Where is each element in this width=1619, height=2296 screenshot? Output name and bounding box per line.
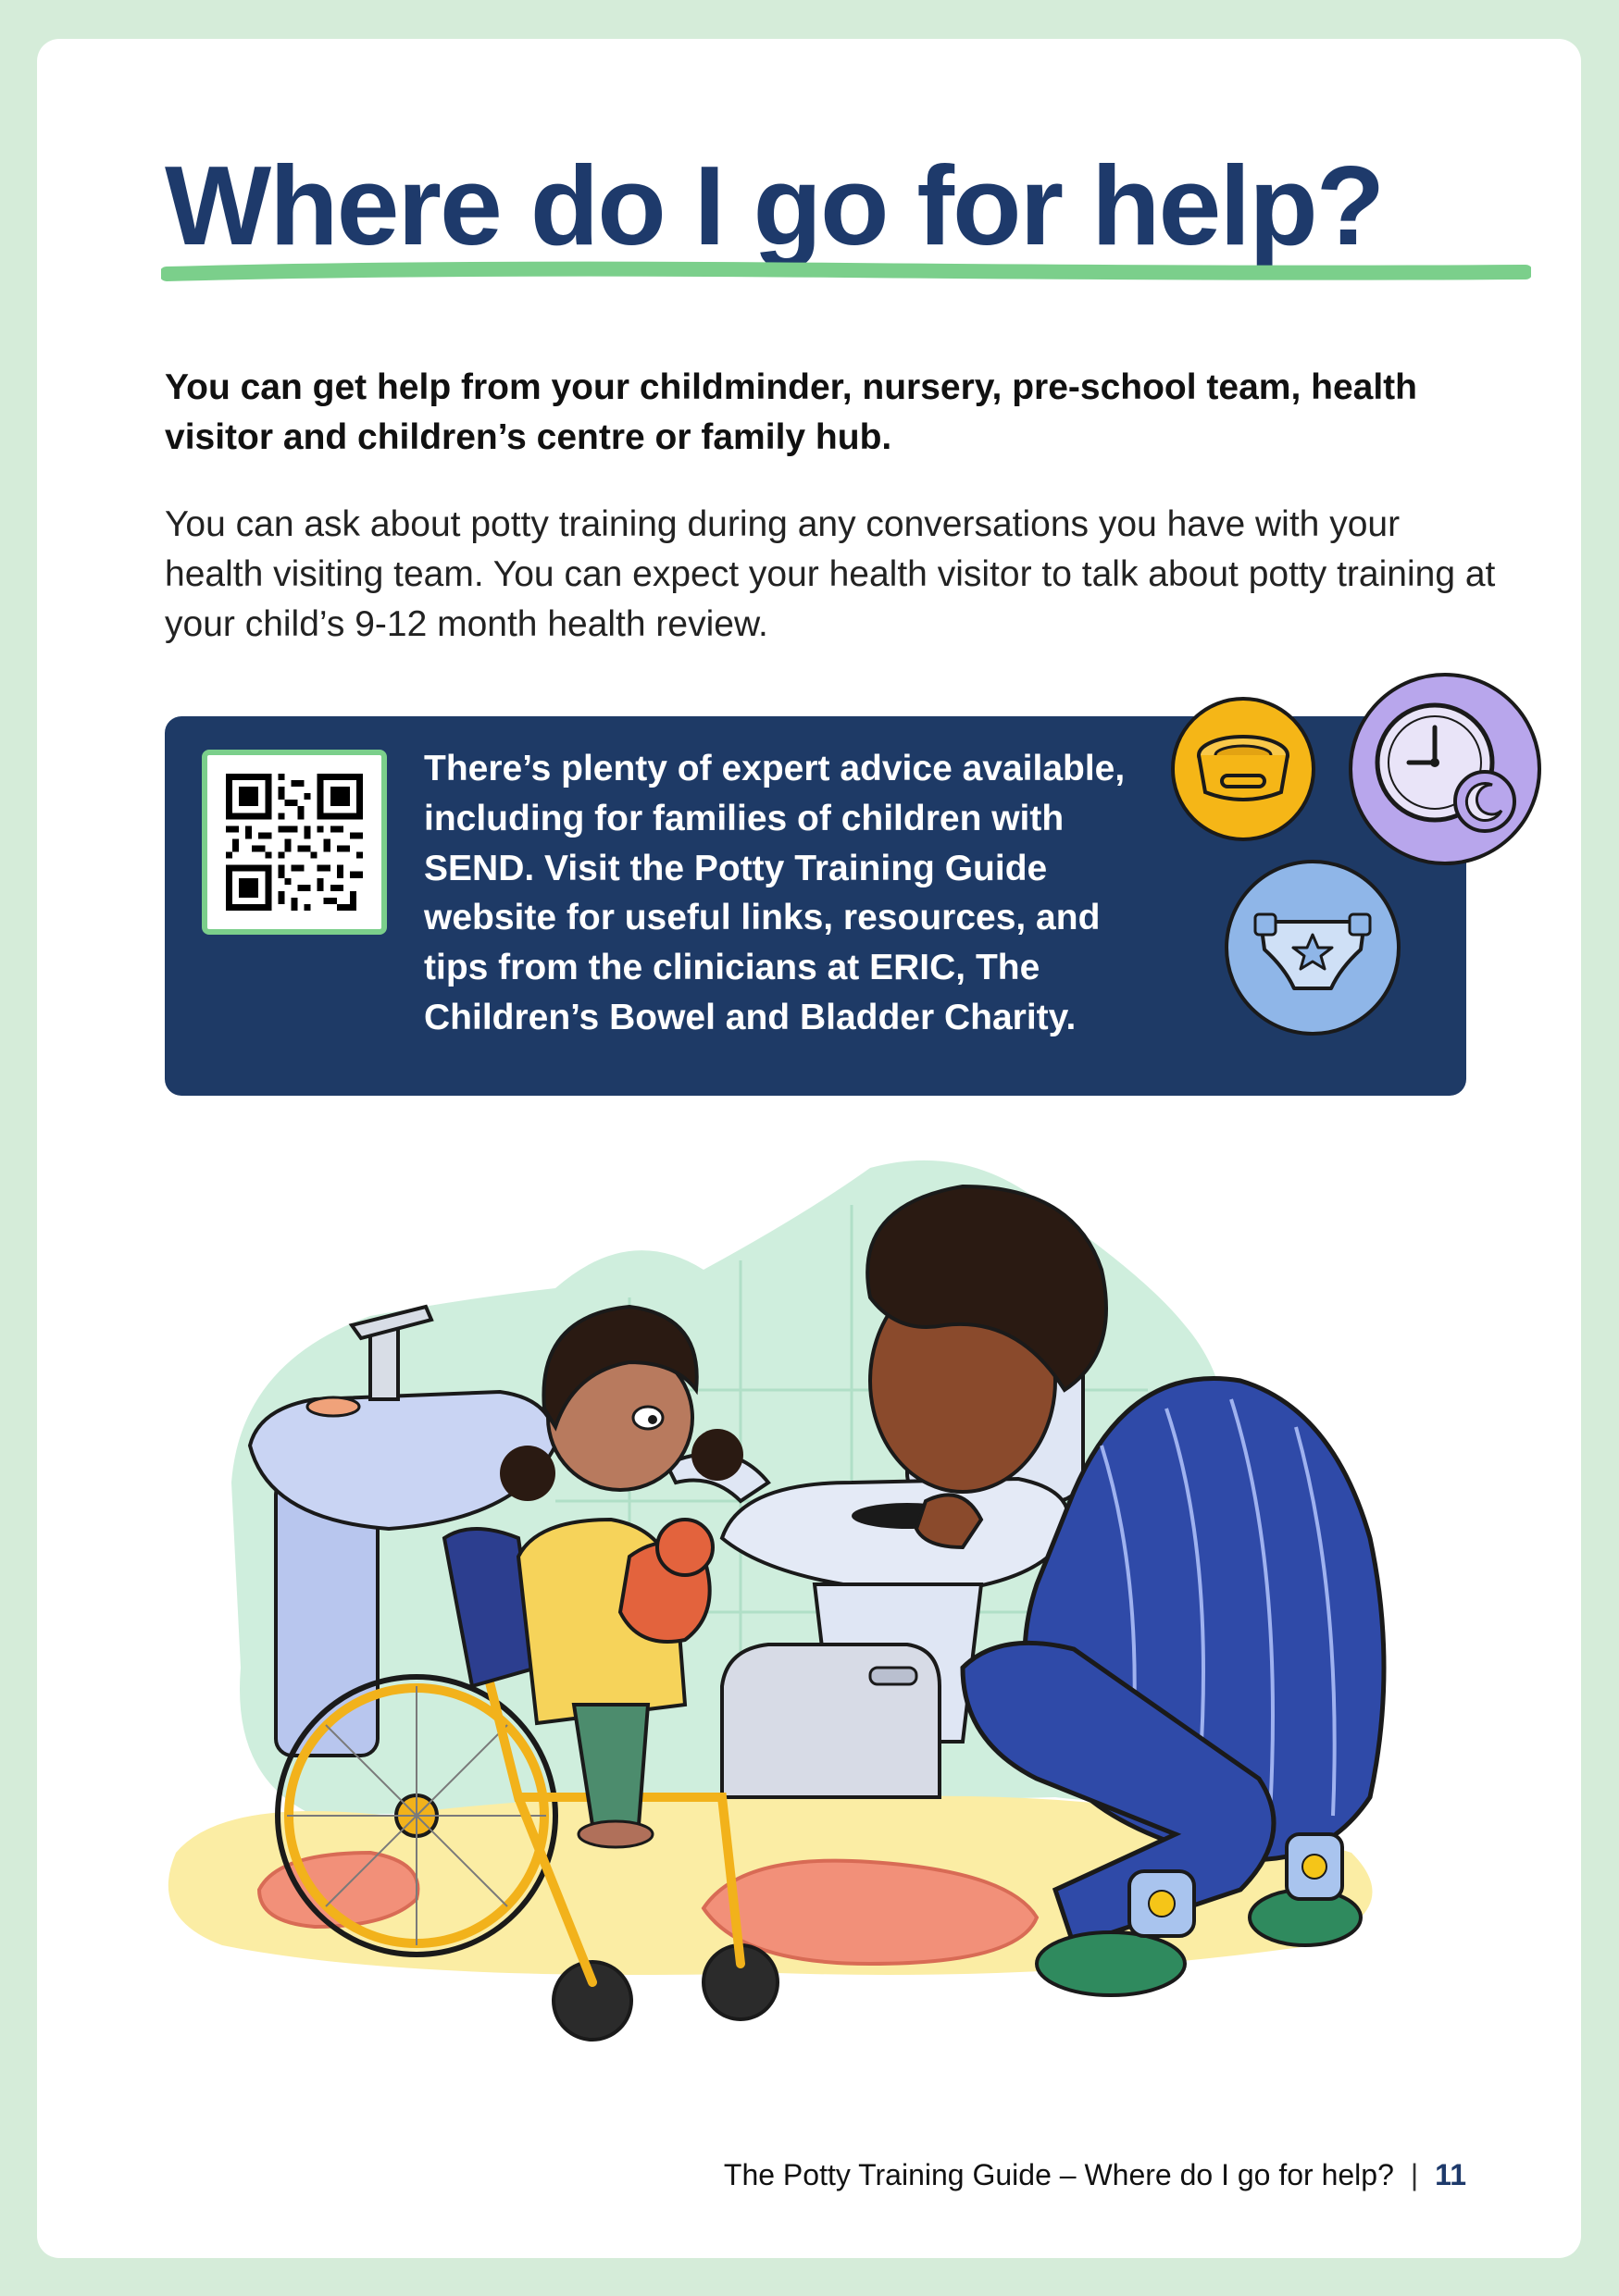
- body-paragraph: You can ask about potty training during any conversations you have with your health visiting team. You can expect your health visitor to talk about potty training at your child’s 9-12 month health review.: [165, 504, 1496, 644]
- lead-paragraph: You can get help from your childminder, nursery, pre-school team, health visitor and children’s centre or family hub.: [165, 367, 1417, 457]
- clock-night-icon: [1346, 670, 1544, 868]
- info-box-text: There’s plenty of expert advice available, including for families of children with SEND. Visit the Potty Training Guide website for useful links, resources, and tips from the clinicians at ERIC, The Children’s Bowel and Bladder Charity.: [424, 749, 1126, 1038]
- footer-guide-title: The Potty Training Guide – Where do I go for help?: [723, 2158, 1394, 2191]
- page-number: 11: [1435, 2158, 1466, 2191]
- page-title: Where do I go for help?: [165, 143, 1384, 268]
- page-footer: [724, 2158, 1466, 2192]
- title-underline: [161, 259, 1531, 287]
- child-in-wheelchair-with-parent-by-toilet-illustration: [37, 1149, 1581, 2093]
- potty-icon: [1168, 694, 1318, 844]
- page: [37, 39, 1581, 2258]
- nappy-star-icon: [1222, 857, 1403, 1038]
- qr-code-icon[interactable]: [202, 750, 387, 935]
- footer-separator: |: [1410, 2158, 1419, 2191]
